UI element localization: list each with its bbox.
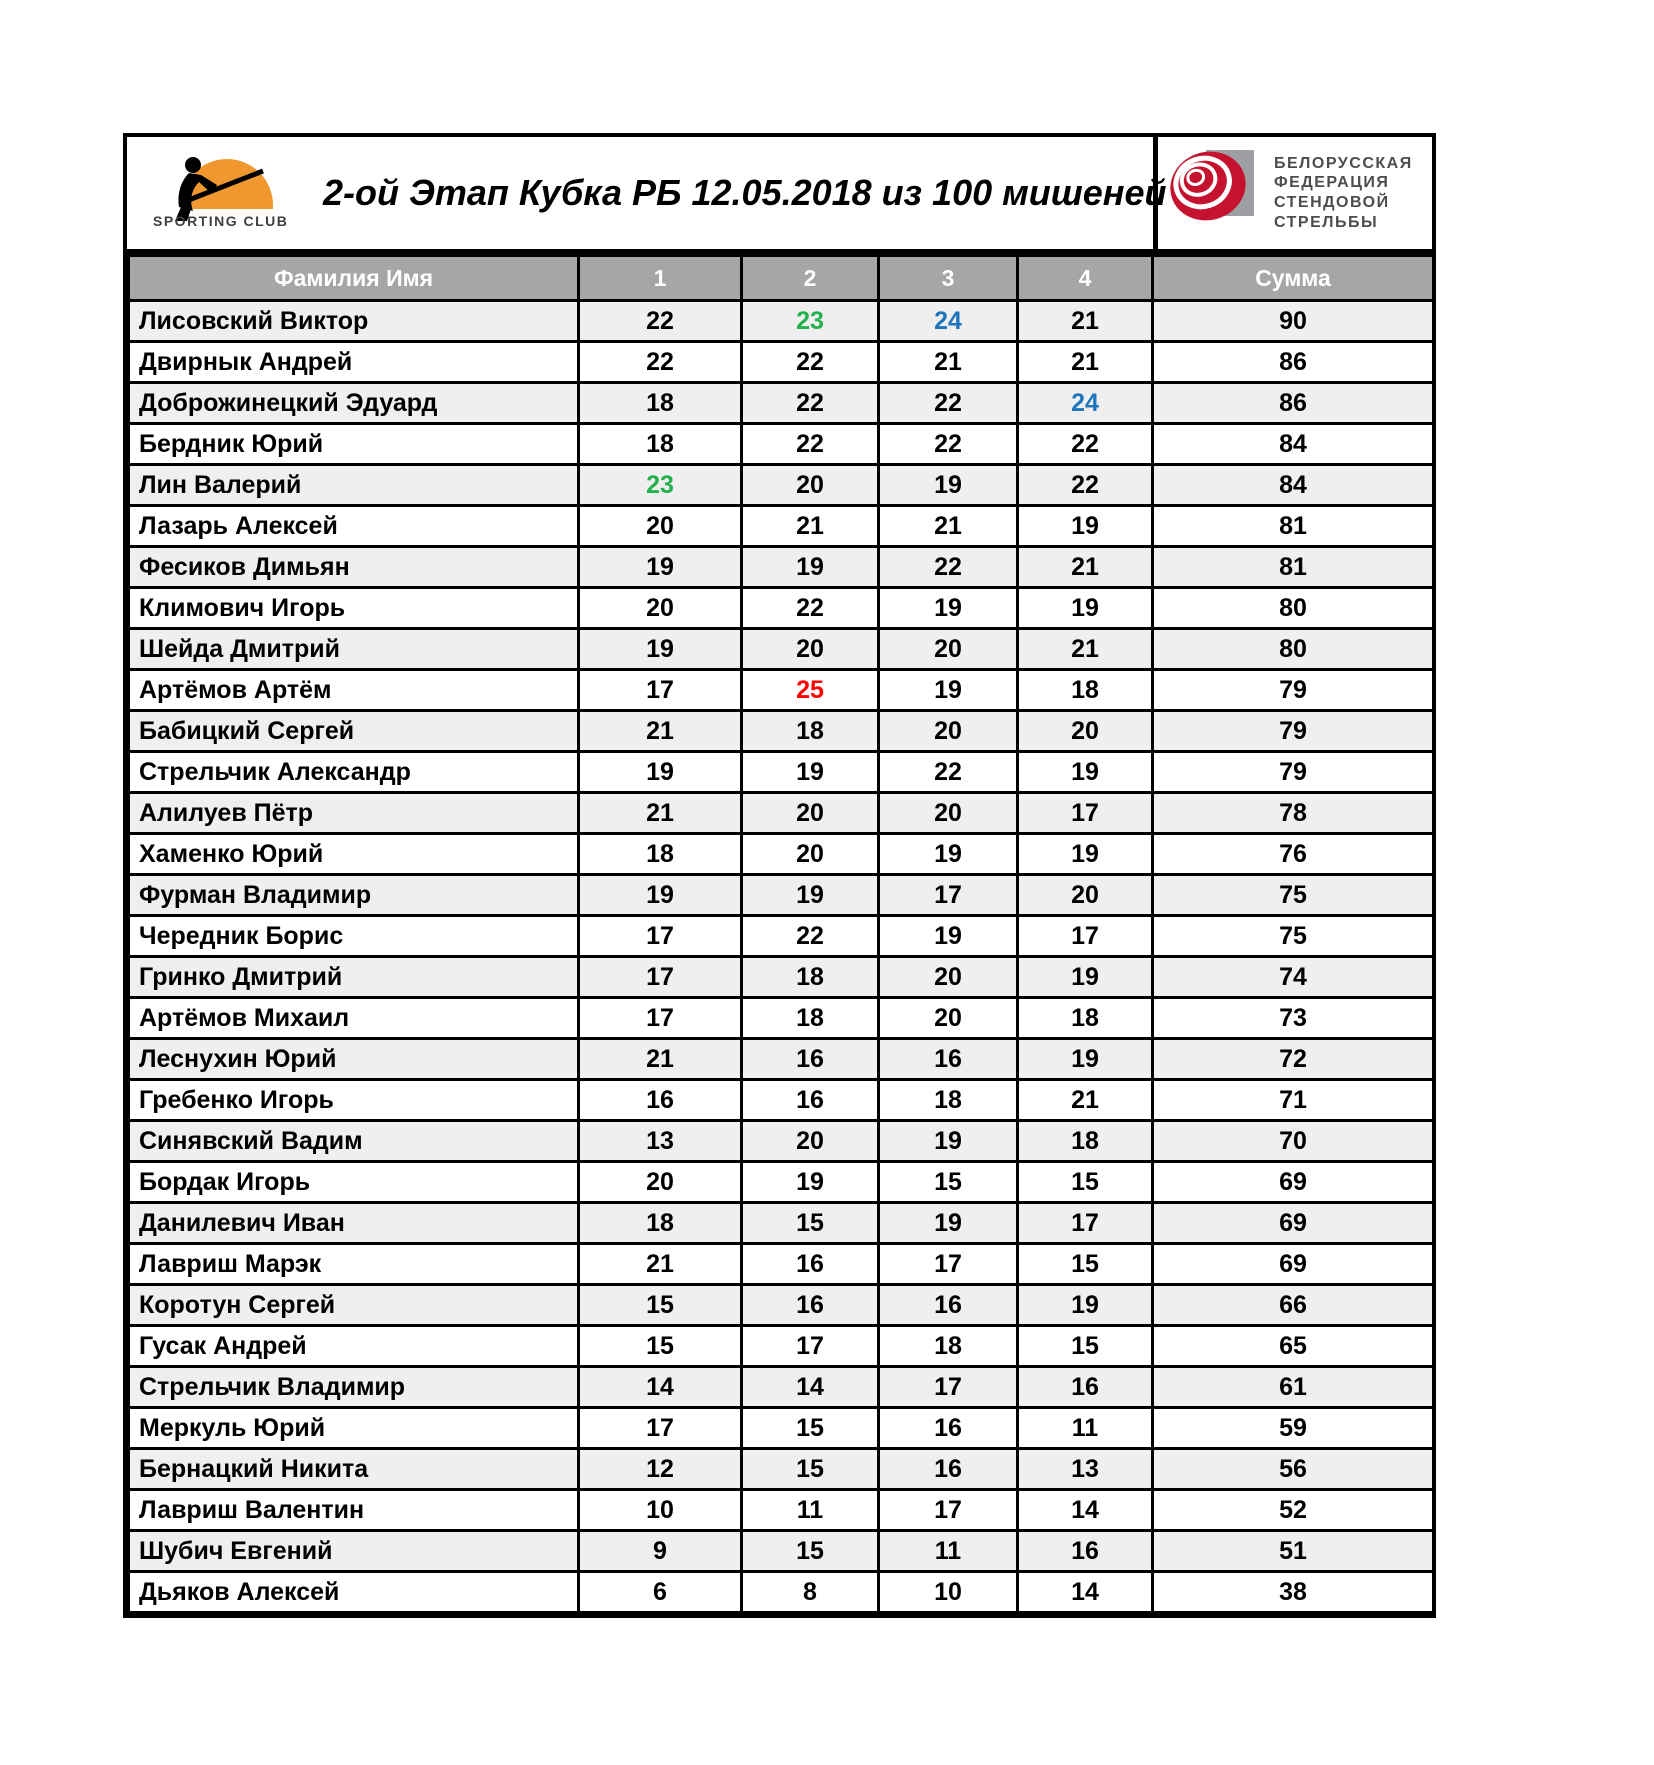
shooter-name: Бордак Игорь xyxy=(129,1162,579,1203)
round-score: 19 xyxy=(1018,957,1153,998)
round-score: 10 xyxy=(879,1572,1018,1613)
table-row xyxy=(129,711,1434,752)
round-score: 19 xyxy=(579,752,742,793)
table-row xyxy=(129,834,1434,875)
federation-logo xyxy=(1158,137,1432,249)
results-table xyxy=(127,254,1435,1614)
round-score: 17 xyxy=(579,998,742,1039)
round-score: 17 xyxy=(879,1490,1018,1531)
round-score: 17 xyxy=(1018,1203,1153,1244)
table-row xyxy=(129,547,1434,588)
total-score: 90 xyxy=(1153,301,1434,342)
round-score: 22 xyxy=(1018,465,1153,506)
total-score: 70 xyxy=(1153,1121,1434,1162)
round-score: 21 xyxy=(1018,629,1153,670)
table-row xyxy=(129,1039,1434,1080)
round-score: 19 xyxy=(579,547,742,588)
round-score: 19 xyxy=(879,588,1018,629)
round-score: 18 xyxy=(1018,1121,1153,1162)
round-score: 15 xyxy=(579,1285,742,1326)
table-body xyxy=(129,301,1434,1613)
round-score: 16 xyxy=(879,1285,1018,1326)
page-title: 2-ой Этап Кубка РБ 12.05.2018 из 100 мишеней xyxy=(323,172,1167,213)
round-score: 18 xyxy=(1018,670,1153,711)
round-score: 20 xyxy=(879,793,1018,834)
table-row xyxy=(129,998,1434,1039)
round-score: 16 xyxy=(879,1449,1018,1490)
round-score: 24 xyxy=(1018,383,1153,424)
round-score: 10 xyxy=(579,1490,742,1531)
round-score: 9 xyxy=(579,1531,742,1572)
table-row xyxy=(129,1203,1434,1244)
round-score: 20 xyxy=(579,506,742,547)
total-score: 79 xyxy=(1153,670,1434,711)
round-score: 24 xyxy=(879,301,1018,342)
round-score: 22 xyxy=(579,301,742,342)
column-header-name: Фамилия Имя xyxy=(129,256,579,301)
table-row xyxy=(129,506,1434,547)
round-score: 17 xyxy=(579,1408,742,1449)
table-row xyxy=(129,342,1434,383)
round-score: 12 xyxy=(579,1449,742,1490)
round-score: 19 xyxy=(879,465,1018,506)
round-score: 19 xyxy=(879,916,1018,957)
total-score: 79 xyxy=(1153,711,1434,752)
round-score: 19 xyxy=(1018,588,1153,629)
shooter-name: Стрельчик Александр xyxy=(129,752,579,793)
round-score: 22 xyxy=(742,588,879,629)
title-band xyxy=(127,137,1432,254)
round-score: 19 xyxy=(742,1162,879,1203)
total-score: 71 xyxy=(1153,1080,1434,1121)
round-score: 17 xyxy=(579,957,742,998)
table-row xyxy=(129,875,1434,916)
round-score: 6 xyxy=(579,1572,742,1613)
table-row xyxy=(129,1449,1434,1490)
round-score: 18 xyxy=(742,711,879,752)
shooter-name: Лавриш Марэк xyxy=(129,1244,579,1285)
shooter-name: Гусак Андрей xyxy=(129,1326,579,1367)
total-score: 74 xyxy=(1153,957,1434,998)
federation-name-line: СТЕНДОВОЙ xyxy=(1274,194,1390,211)
table-row xyxy=(129,588,1434,629)
round-score: 20 xyxy=(579,1162,742,1203)
round-score: 19 xyxy=(1018,834,1153,875)
round-score: 20 xyxy=(742,834,879,875)
round-score: 20 xyxy=(879,998,1018,1039)
round-score: 23 xyxy=(579,465,742,506)
shooter-name: Лавриш Валентин xyxy=(129,1490,579,1531)
round-score: 20 xyxy=(579,588,742,629)
round-score: 17 xyxy=(579,670,742,711)
round-score: 22 xyxy=(879,752,1018,793)
round-score: 13 xyxy=(579,1121,742,1162)
results-sheet xyxy=(123,133,1436,1618)
round-score: 19 xyxy=(1018,752,1153,793)
shooter-name: Фурман Владимир xyxy=(129,875,579,916)
table-row xyxy=(129,1121,1434,1162)
round-score: 18 xyxy=(579,1203,742,1244)
round-score: 21 xyxy=(879,506,1018,547)
shooter-name: Шейда Дмитрий xyxy=(129,629,579,670)
shooter-name: Леснухин Юрий xyxy=(129,1039,579,1080)
round-score: 20 xyxy=(1018,711,1153,752)
round-score: 19 xyxy=(1018,1039,1153,1080)
shooter-name: Лисовский Виктор xyxy=(129,301,579,342)
round-score: 19 xyxy=(1018,1285,1153,1326)
total-score: 38 xyxy=(1153,1572,1434,1613)
round-score: 16 xyxy=(879,1408,1018,1449)
round-score: 15 xyxy=(742,1531,879,1572)
round-score: 18 xyxy=(879,1326,1018,1367)
total-score: 52 xyxy=(1153,1490,1434,1531)
round-score: 14 xyxy=(579,1367,742,1408)
round-score: 20 xyxy=(879,711,1018,752)
total-score: 66 xyxy=(1153,1285,1434,1326)
round-score: 22 xyxy=(879,547,1018,588)
total-score: 76 xyxy=(1153,834,1434,875)
federation-name-line: СТРЕЛЬБЫ xyxy=(1274,213,1379,231)
round-score: 21 xyxy=(579,711,742,752)
shooter-name: Гринко Дмитрий xyxy=(129,957,579,998)
total-score: 73 xyxy=(1153,998,1434,1039)
table-row xyxy=(129,1326,1434,1367)
table-row xyxy=(129,1285,1434,1326)
table-row xyxy=(129,1572,1434,1613)
round-score: 17 xyxy=(579,916,742,957)
round-score: 16 xyxy=(742,1285,879,1326)
round-score: 15 xyxy=(742,1203,879,1244)
round-score: 18 xyxy=(879,1080,1018,1121)
column-header-round-3: 3 xyxy=(879,256,1018,301)
round-score: 16 xyxy=(579,1080,742,1121)
round-score: 17 xyxy=(879,1244,1018,1285)
shooter-icon xyxy=(159,145,289,223)
round-score: 17 xyxy=(1018,793,1153,834)
total-score: 78 xyxy=(1153,793,1434,834)
round-score: 15 xyxy=(1018,1162,1153,1203)
round-score: 21 xyxy=(579,1039,742,1080)
sporting-club-logo xyxy=(153,145,313,241)
round-score: 23 xyxy=(742,301,879,342)
table-row xyxy=(129,424,1434,465)
round-score: 19 xyxy=(579,875,742,916)
round-score: 21 xyxy=(1018,547,1153,588)
round-score: 20 xyxy=(742,465,879,506)
shooter-name: Дьяков Алексей xyxy=(129,1572,579,1613)
total-score: 61 xyxy=(1153,1367,1434,1408)
round-score: 20 xyxy=(742,629,879,670)
round-score: 15 xyxy=(742,1449,879,1490)
table-row xyxy=(129,752,1434,793)
table-row xyxy=(129,383,1434,424)
shooter-name: Синявский Вадим xyxy=(129,1121,579,1162)
round-score: 8 xyxy=(742,1572,879,1613)
shooter-name: Лин Валерий xyxy=(129,465,579,506)
table-row xyxy=(129,1531,1434,1572)
shooter-name: Лазарь Алексей xyxy=(129,506,579,547)
column-header-round-1: 1 xyxy=(579,256,742,301)
table-row xyxy=(129,1080,1434,1121)
round-score: 20 xyxy=(879,957,1018,998)
column-header-total: Сумма xyxy=(1153,256,1434,301)
shooter-name: Хаменко Юрий xyxy=(129,834,579,875)
total-score: 84 xyxy=(1153,424,1434,465)
round-score: 16 xyxy=(1018,1367,1153,1408)
total-score: 51 xyxy=(1153,1531,1434,1572)
clay-target-icon xyxy=(1166,146,1270,240)
table-row xyxy=(129,1162,1434,1203)
round-score: 15 xyxy=(1018,1244,1153,1285)
total-score: 81 xyxy=(1153,506,1434,547)
total-score: 81 xyxy=(1153,547,1434,588)
column-header-round-4: 4 xyxy=(1018,256,1153,301)
shooter-name: Данилевич Иван xyxy=(129,1203,579,1244)
round-score: 14 xyxy=(742,1367,879,1408)
shooter-name: Коротун Сергей xyxy=(129,1285,579,1326)
round-score: 22 xyxy=(742,916,879,957)
round-score: 15 xyxy=(579,1326,742,1367)
shooter-name: Меркуль Юрий xyxy=(129,1408,579,1449)
shooter-name: Алилуев Пётр xyxy=(129,793,579,834)
total-score: 86 xyxy=(1153,342,1434,383)
total-score: 56 xyxy=(1153,1449,1434,1490)
table-row xyxy=(129,1367,1434,1408)
total-score: 72 xyxy=(1153,1039,1434,1080)
total-score: 86 xyxy=(1153,383,1434,424)
title-band-left xyxy=(127,137,1167,249)
round-score: 17 xyxy=(879,1367,1018,1408)
shooter-name: Бердник Юрий xyxy=(129,424,579,465)
round-score: 18 xyxy=(579,834,742,875)
table-row xyxy=(129,916,1434,957)
shooter-name: Фесиков Димьян xyxy=(129,547,579,588)
shooter-name: Стрельчик Владимир xyxy=(129,1367,579,1408)
total-score: 79 xyxy=(1153,752,1434,793)
table-row xyxy=(129,793,1434,834)
round-score: 20 xyxy=(742,793,879,834)
shooter-name: Климович Игорь xyxy=(129,588,579,629)
shooter-name: Бернацкий Никита xyxy=(129,1449,579,1490)
table-row xyxy=(129,465,1434,506)
round-score: 16 xyxy=(742,1080,879,1121)
federation-name-line: БЕЛОРУССКАЯ xyxy=(1274,154,1413,172)
round-score: 19 xyxy=(879,1203,1018,1244)
round-score: 18 xyxy=(1018,998,1153,1039)
round-score: 20 xyxy=(742,1121,879,1162)
round-score: 21 xyxy=(579,793,742,834)
round-score: 19 xyxy=(879,834,1018,875)
round-score: 19 xyxy=(742,547,879,588)
round-score: 21 xyxy=(879,342,1018,383)
round-score: 20 xyxy=(879,629,1018,670)
total-score: 59 xyxy=(1153,1408,1434,1449)
round-score: 15 xyxy=(1018,1326,1153,1367)
table-row xyxy=(129,629,1434,670)
round-score: 22 xyxy=(742,383,879,424)
sporting-club-label: SPORTING CLUB xyxy=(153,213,289,229)
round-score: 15 xyxy=(742,1408,879,1449)
federation-name-line: ФЕДЕРАЦИЯ xyxy=(1274,174,1390,192)
shooter-name: Чередник Борис xyxy=(129,916,579,957)
round-score: 18 xyxy=(579,383,742,424)
round-score: 19 xyxy=(742,875,879,916)
round-score: 18 xyxy=(742,998,879,1039)
round-score: 16 xyxy=(742,1039,879,1080)
round-score: 22 xyxy=(1018,424,1153,465)
table-row xyxy=(129,1490,1434,1531)
round-score: 19 xyxy=(1018,506,1153,547)
round-score: 16 xyxy=(742,1244,879,1285)
round-score: 11 xyxy=(1018,1408,1153,1449)
round-score: 14 xyxy=(1018,1490,1153,1531)
round-score: 20 xyxy=(1018,875,1153,916)
round-score: 17 xyxy=(1018,916,1153,957)
total-score: 84 xyxy=(1153,465,1434,506)
round-score: 22 xyxy=(579,342,742,383)
total-score: 69 xyxy=(1153,1162,1434,1203)
round-score: 17 xyxy=(879,875,1018,916)
round-score: 18 xyxy=(742,957,879,998)
round-score: 22 xyxy=(742,424,879,465)
shooter-name: Гребенко Игорь xyxy=(129,1080,579,1121)
round-score: 19 xyxy=(879,1121,1018,1162)
round-score: 15 xyxy=(879,1162,1018,1203)
round-score: 25 xyxy=(742,670,879,711)
total-score: 75 xyxy=(1153,916,1434,957)
round-score: 21 xyxy=(742,506,879,547)
total-score: 80 xyxy=(1153,629,1434,670)
total-score: 69 xyxy=(1153,1244,1434,1285)
round-score: 22 xyxy=(742,342,879,383)
shooter-name: Доброжинецкий Эдуард xyxy=(129,383,579,424)
shooter-name: Двирнык Андрей xyxy=(129,342,579,383)
total-score: 75 xyxy=(1153,875,1434,916)
shooter-name: Артёмов Михаил xyxy=(129,998,579,1039)
federation-name xyxy=(1274,154,1413,232)
round-score: 21 xyxy=(1018,301,1153,342)
round-score: 13 xyxy=(1018,1449,1153,1490)
total-score: 65 xyxy=(1153,1326,1434,1367)
table-row xyxy=(129,957,1434,998)
table-row xyxy=(129,301,1434,342)
round-score: 16 xyxy=(1018,1531,1153,1572)
round-score: 18 xyxy=(579,424,742,465)
shooter-name: Бабицкий Сергей xyxy=(129,711,579,752)
total-score: 80 xyxy=(1153,588,1434,629)
round-score: 21 xyxy=(1018,342,1153,383)
round-score: 21 xyxy=(1018,1080,1153,1121)
round-score: 21 xyxy=(579,1244,742,1285)
round-score: 19 xyxy=(879,670,1018,711)
shooter-name: Шубич Евгений xyxy=(129,1531,579,1572)
table-row xyxy=(129,1244,1434,1285)
round-score: 11 xyxy=(879,1531,1018,1572)
total-score: 69 xyxy=(1153,1203,1434,1244)
shooter-name: Артёмов Артём xyxy=(129,670,579,711)
table-row xyxy=(129,1408,1434,1449)
round-score: 19 xyxy=(742,752,879,793)
round-score: 16 xyxy=(879,1039,1018,1080)
round-score: 14 xyxy=(1018,1572,1153,1613)
header-row xyxy=(129,256,1434,301)
table-row xyxy=(129,670,1434,711)
column-header-round-2: 2 xyxy=(742,256,879,301)
round-score: 22 xyxy=(879,424,1018,465)
round-score: 17 xyxy=(742,1326,879,1367)
round-score: 19 xyxy=(579,629,742,670)
round-score: 22 xyxy=(879,383,1018,424)
round-score: 11 xyxy=(742,1490,879,1531)
